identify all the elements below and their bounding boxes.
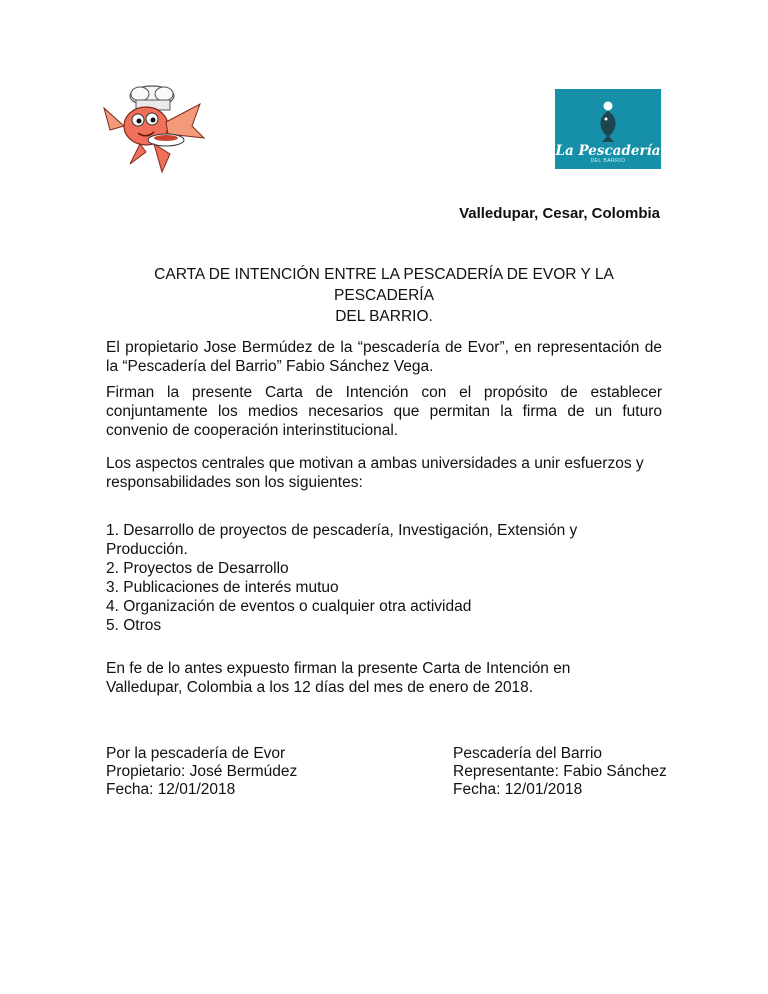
fish-icon	[588, 99, 628, 143]
closing-paragraph	[106, 659, 662, 697]
signature-role: Representante: Fabio Sánchez	[453, 763, 667, 780]
signature-date: Fecha: 12/01/2018	[453, 781, 583, 798]
signature-block-right	[453, 745, 713, 799]
aspects-intro-line-2: responsabilidades son los siguientes:	[106, 474, 363, 491]
chef-fish-mascot-icon	[100, 82, 210, 174]
list-item-line: Producción.	[106, 541, 188, 558]
title-line-1: CARTA DE INTENCIÓN ENTRE LA PESCADERÍA DE EVOR Y LA PESCADERÍA	[154, 266, 614, 304]
purpose-paragraph: Firman la presente Carta de Intención con el propósito de establecer conjuntamente los medios necesarios que permitan la firma de un futuro convenio de cooperación interinstitucional.	[106, 384, 662, 439]
letter-title	[106, 264, 662, 327]
list-item	[106, 521, 662, 559]
closing-line-1: En fe de lo antes expuesto firman la presente Carta de Intención en	[106, 660, 571, 677]
location-line: Valledupar, Cesar, Colombia	[459, 205, 660, 222]
list-item-line: 1. Desarrollo de proyectos de pescadería, Investigación, Extensión y	[106, 522, 578, 539]
signature-role: Propietario: José Bermúdez	[106, 763, 298, 780]
title-line-2: DEL BARRIO.	[335, 308, 433, 325]
list-item: 3. Publicaciones de interés mutuo	[106, 579, 339, 596]
aspects-intro-paragraph	[106, 454, 662, 492]
signature-entity: Por la pescadería de Evor	[106, 745, 286, 762]
chef-fish-mascot-logo	[100, 82, 210, 174]
signature-entity: Pescadería del Barrio	[453, 745, 603, 762]
logo-subtitle: DEL BARRIO	[590, 158, 626, 164]
signature-block-left	[106, 745, 406, 799]
list-item: 5. Otros	[106, 617, 162, 634]
list-item: 2. Proyectos de Desarrollo	[106, 560, 289, 577]
la-pescaderia-logo	[555, 89, 661, 169]
list-item: 4. Organización de eventos o cualquier otra actividad	[106, 598, 472, 615]
intro-paragraph: El propietario Jose Bermúdez de la “pescadería de Evor”, en representación de la “Pescadería del Barrio” Fabio Sánchez Vega.	[106, 339, 662, 375]
signature-date: Fecha: 12/01/2018	[106, 781, 236, 798]
aspects-intro-line-1: Los aspectos centrales que motivan a ambas universidades a unir esfuerzos y	[106, 455, 644, 472]
logo-brand-text: La Pescadería	[555, 143, 661, 159]
aspects-list	[106, 521, 662, 635]
closing-line-2: Valledupar, Colombia a los 12 días del mes de enero de 2018.	[106, 679, 534, 696]
